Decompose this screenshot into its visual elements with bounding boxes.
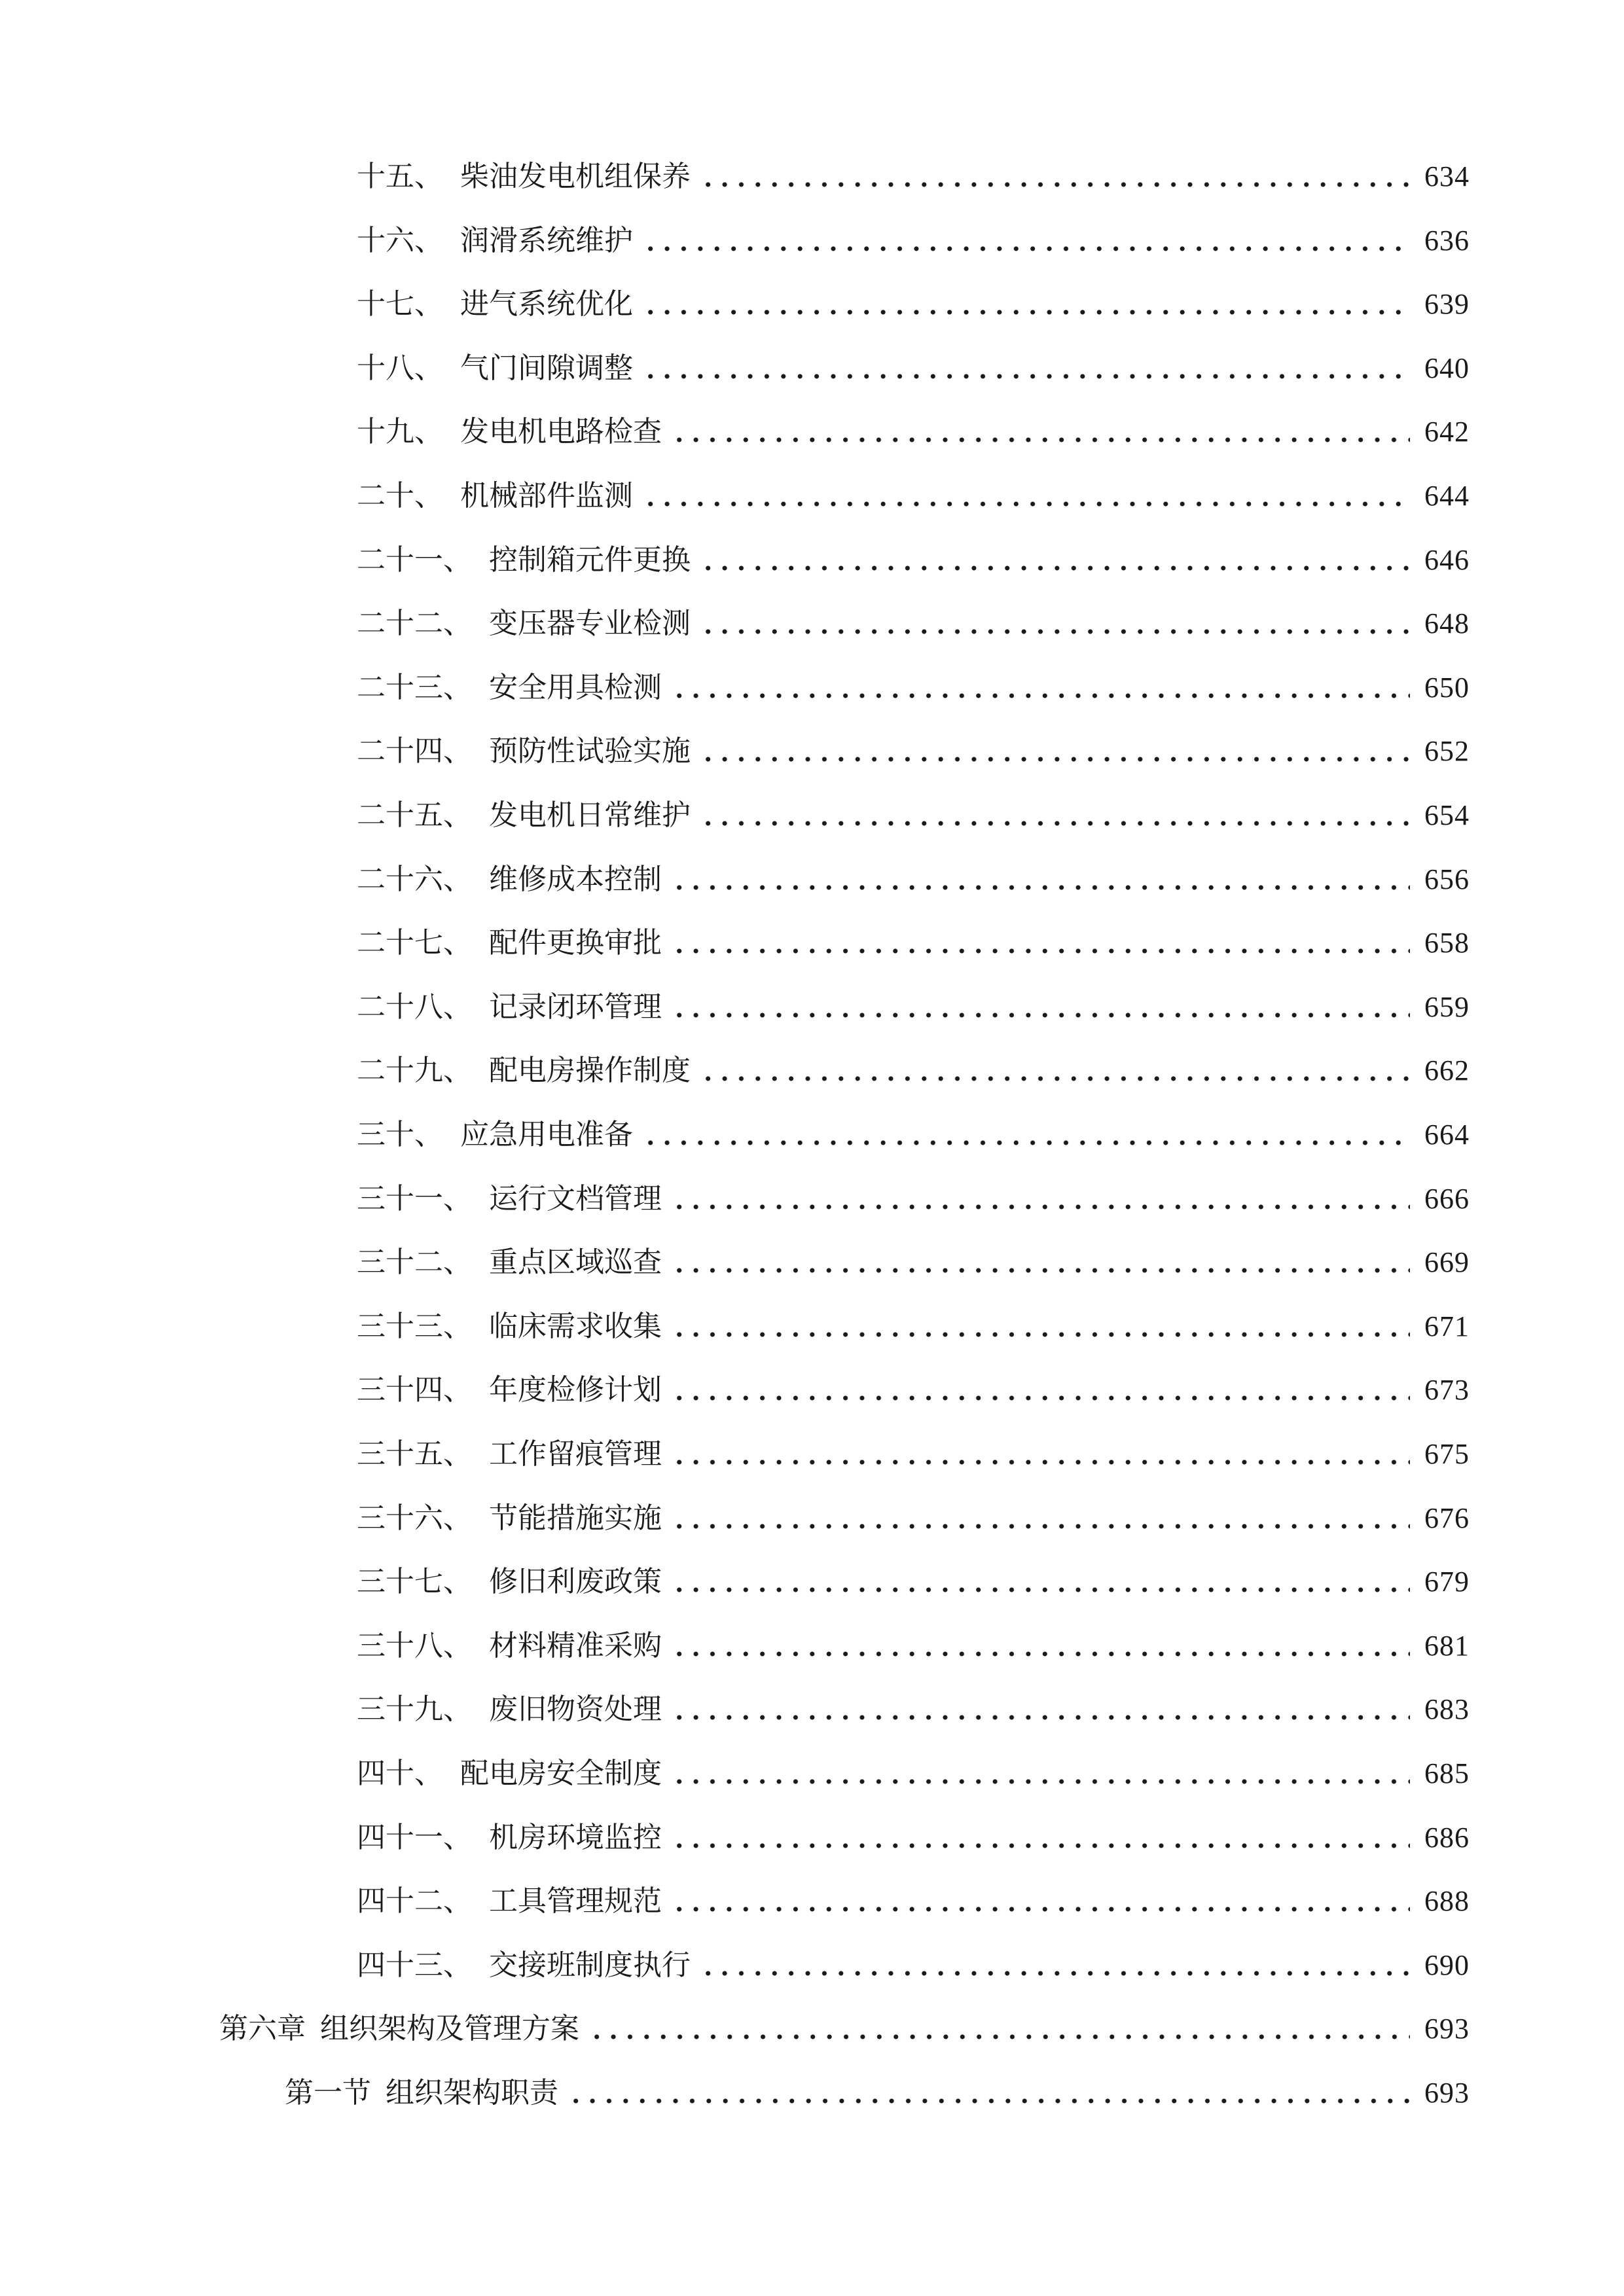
toc-entry-page-number: 664 [1424, 1119, 1470, 1151]
toc-entry-page-number: 671 [1424, 1310, 1470, 1342]
toc-entry-title: 材料精准采购 [489, 1628, 662, 1662]
toc-entry[interactable] [357, 1556, 1470, 1608]
toc-entry-number: 三十四、 [357, 1373, 472, 1407]
toc-entry-number: 二十八、 [357, 990, 472, 1024]
toc-entry-page-number: 658 [1424, 927, 1470, 960]
toc-entry-title: 废旧物资处理 [489, 1693, 662, 1727]
toc-entry-title: 机械部件监测 [460, 479, 633, 512]
toc-entry[interactable] [357, 1300, 1470, 1353]
toc-entry-title: 安全用具检测 [489, 670, 662, 704]
toc-entry-number: 二十九、 [357, 1054, 472, 1088]
toc-entry[interactable] [285, 2067, 1470, 2119]
toc-entry-number: 二十七、 [357, 926, 472, 960]
toc-entry-title: 交接班制度执行 [489, 1948, 691, 1982]
toc-entry-number: 四十、 [357, 1757, 443, 1790]
toc-entry[interactable] [357, 1173, 1470, 1225]
dot-leader [671, 1651, 1410, 1657]
toc-entry-title: 修旧利废政策 [489, 1565, 662, 1599]
dot-leader [671, 1460, 1410, 1465]
toc-entry[interactable] [357, 1428, 1470, 1480]
toc-entry-page-number: 688 [1424, 1885, 1470, 1918]
toc-entry-title: 气门间隙调整 [460, 351, 633, 385]
toc-entry-number: 第一节 [285, 2076, 371, 2109]
toc-entry[interactable] [357, 1748, 1470, 1800]
toc-entry-number: 三十一、 [357, 1181, 472, 1215]
toc-entry[interactable] [357, 406, 1470, 458]
toc-entry-title: 润滑系统维护 [460, 223, 633, 257]
toc-entry-page-number: 666 [1424, 1182, 1470, 1215]
toc-entry[interactable] [357, 1364, 1470, 1416]
toc-entry[interactable] [357, 725, 1470, 778]
toc-entry-page-number: 634 [1424, 160, 1470, 192]
toc-entry-page-number: 690 [1424, 1948, 1470, 1981]
toc-entry-title: 预防性试验实施 [489, 734, 691, 768]
toc-entry-title: 节能措施实施 [489, 1501, 662, 1535]
toc-entry[interactable] [219, 2003, 1470, 2055]
toc-entry-page-number: 686 [1424, 1821, 1470, 1854]
toc-entry-title: 发电机日常维护 [489, 798, 691, 832]
toc-entry-page-number: 650 [1424, 671, 1470, 704]
toc-entry[interactable] [357, 215, 1470, 267]
toc-entry[interactable] [357, 981, 1470, 1033]
toc-entry-title: 发电机电路检查 [460, 415, 662, 449]
toc-entry-number: 二十一、 [357, 543, 472, 577]
toc-entry-number: 四十三、 [357, 1948, 472, 1982]
toc-entry[interactable] [357, 1939, 1470, 1992]
toc-entry-title: 配件更换审批 [489, 926, 662, 960]
toc-entry-title: 组织架构及管理方案 [320, 2012, 579, 2046]
dot-leader [671, 1204, 1410, 1210]
toc-entry[interactable] [357, 470, 1470, 522]
toc-entry-page-number: 679 [1424, 1566, 1470, 1598]
toc-entry-page-number: 646 [1424, 543, 1470, 576]
toc-entry-number: 四十二、 [357, 1884, 472, 1918]
dot-leader [700, 757, 1410, 762]
toc-entry-title: 应急用电准备 [460, 1118, 633, 1151]
toc-entry[interactable] [357, 1045, 1470, 1097]
toc-entry-number: 十八、 [357, 351, 443, 385]
toc-entry-page-number: 652 [1424, 735, 1470, 768]
toc-entry[interactable] [357, 1683, 1470, 1736]
toc-entry[interactable] [357, 1236, 1470, 1289]
dot-leader [671, 1332, 1410, 1337]
dot-leader [642, 310, 1410, 315]
toc-entry-title: 工具管理规范 [489, 1884, 662, 1918]
toc-entry-page-number: 662 [1424, 1054, 1470, 1087]
dot-leader [700, 1971, 1410, 1976]
dot-leader [700, 1076, 1410, 1081]
toc-entry-page-number: 656 [1424, 863, 1470, 895]
toc-entry-page-number: 648 [1424, 607, 1470, 640]
toc-entry-number: 二十、 [357, 479, 443, 512]
dot-leader [671, 437, 1410, 442]
toc-entry-page-number: 636 [1424, 224, 1470, 257]
toc-entry[interactable] [357, 662, 1470, 714]
toc-entry-page-number: 676 [1424, 1501, 1470, 1534]
toc-entry-number: 三十三、 [357, 1309, 472, 1343]
toc-entry-title: 工作留痕管理 [489, 1437, 662, 1471]
toc-entry-page-number: 639 [1424, 288, 1470, 321]
dot-leader [700, 821, 1410, 826]
toc-entry-number: 三十、 [357, 1118, 443, 1151]
toc-entry-number: 三十七、 [357, 1565, 472, 1599]
toc-entry[interactable] [357, 1492, 1470, 1545]
toc-entry-number: 十七、 [357, 287, 443, 321]
dot-leader [700, 565, 1410, 571]
toc-entry[interactable] [357, 1620, 1470, 1672]
toc-entry-number: 三十六、 [357, 1501, 472, 1535]
toc-entry-page-number: 659 [1424, 990, 1470, 1023]
toc-entry[interactable] [357, 151, 1470, 203]
toc-entry-title: 配电房操作制度 [489, 1054, 691, 1088]
dot-leader [671, 1715, 1410, 1720]
toc-entry-title: 配电房安全制度 [460, 1757, 662, 1790]
toc-entry-title: 临床需求收集 [489, 1309, 662, 1343]
toc-entry-page-number: 673 [1424, 1374, 1470, 1407]
toc-entry-number: 四十一、 [357, 1820, 472, 1854]
toc-entry-number: 二十三、 [357, 670, 472, 704]
toc-entry-page-number: 669 [1424, 1246, 1470, 1279]
toc-entry[interactable] [357, 853, 1470, 906]
dot-leader [671, 693, 1410, 698]
toc-entry-number: 三十二、 [357, 1246, 472, 1280]
dot-leader [671, 1843, 1410, 1848]
toc-entry-page-number: 640 [1424, 351, 1470, 384]
toc-entry-page-number: 654 [1424, 799, 1470, 831]
toc-entry-title: 柴油发电机组保养 [460, 160, 691, 193]
toc-entry[interactable] [357, 1875, 1470, 1928]
toc-entry-title: 控制箱元件更换 [489, 543, 691, 577]
toc-entry[interactable] [357, 342, 1470, 395]
toc-entry-title: 运行文档管理 [489, 1181, 662, 1215]
toc-entry-page-number: 693 [1424, 2013, 1470, 2045]
dot-leader [671, 1524, 1410, 1529]
toc-entry[interactable] [357, 789, 1470, 842]
toc-entry-page-number: 683 [1424, 1693, 1470, 1726]
dot-leader [671, 948, 1410, 954]
toc-entry-page-number: 693 [1424, 2077, 1470, 2109]
dot-leader [588, 2034, 1410, 2039]
dot-leader [642, 1140, 1410, 1145]
dot-leader [671, 1268, 1410, 1273]
toc-entry-title: 维修成本控制 [489, 862, 662, 896]
dot-leader [671, 1013, 1410, 1018]
toc-entry-title: 重点区域巡查 [489, 1246, 662, 1280]
toc-entry[interactable] [357, 598, 1470, 650]
dot-leader [642, 246, 1410, 251]
toc-entry-number: 十五、 [357, 160, 443, 193]
toc-entry-page-number: 685 [1424, 1757, 1470, 1789]
toc-entry-number: 十六、 [357, 223, 443, 257]
toc-entry-number: 三十九、 [357, 1693, 472, 1727]
toc-entry-title: 机房环境监控 [489, 1820, 662, 1854]
dot-leader [642, 374, 1410, 379]
toc-entry-number: 二十二、 [357, 607, 472, 641]
toc-entry-number: 第六章 [219, 2012, 306, 2046]
toc-entry-number: 三十五、 [357, 1437, 472, 1471]
toc-entry[interactable] [357, 278, 1470, 331]
dot-leader [568, 2098, 1410, 2104]
toc-entry-number: 二十四、 [357, 734, 472, 768]
dot-leader [700, 629, 1410, 634]
toc-entry-title: 记录闭环管理 [489, 990, 662, 1024]
toc-entry[interactable] [357, 917, 1470, 969]
dot-leader [671, 1907, 1410, 1912]
toc-entry-number: 二十六、 [357, 862, 472, 896]
dot-leader [700, 182, 1410, 187]
toc-entry-page-number: 644 [1424, 480, 1470, 512]
dot-leader [671, 1587, 1410, 1592]
toc-entry-title: 变压器专业检测 [489, 607, 691, 641]
toc-entry-title: 年度检修计划 [489, 1373, 662, 1407]
dot-leader [671, 885, 1410, 890]
dot-leader [671, 1779, 1410, 1784]
toc-entry-number: 十九、 [357, 415, 443, 449]
toc-entry-number: 三十八、 [357, 1628, 472, 1662]
dot-leader [642, 501, 1410, 507]
toc-entry[interactable] [357, 534, 1470, 586]
toc-entry[interactable] [357, 1812, 1470, 1864]
toc-entry-page-number: 675 [1424, 1438, 1470, 1470]
toc-entry-title: 进气系统优化 [460, 287, 633, 321]
toc-entry[interactable] [357, 1109, 1470, 1161]
toc-entry-number: 二十五、 [357, 798, 472, 832]
toc-entry-title: 组织架构职责 [386, 2076, 558, 2109]
dot-leader [671, 1395, 1410, 1401]
toc-entry-page-number: 681 [1424, 1629, 1470, 1662]
toc-entry-page-number: 642 [1424, 416, 1470, 448]
